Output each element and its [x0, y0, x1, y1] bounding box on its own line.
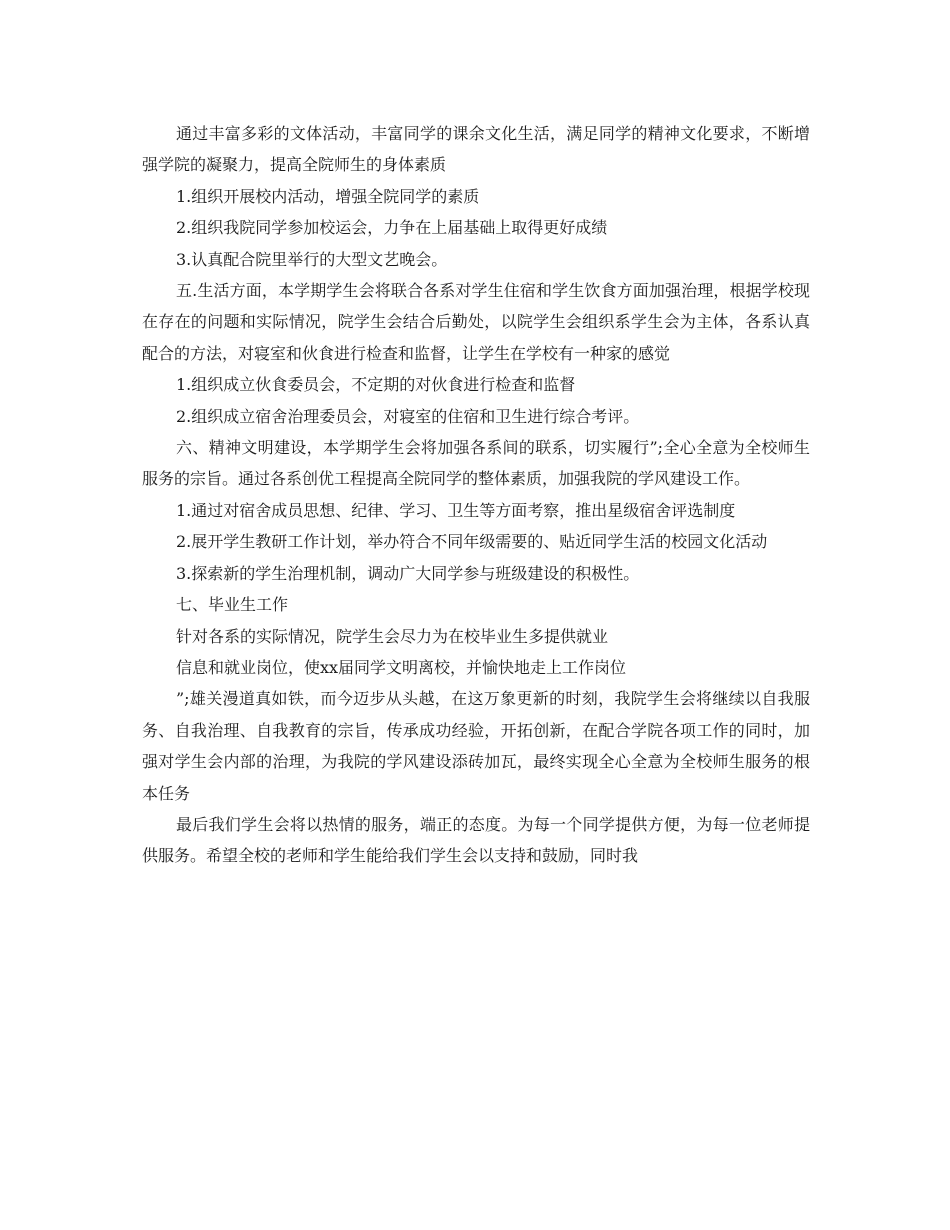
document-body: [142, 118, 810, 872]
list-item: 2.展开学生教研工作计划，举办符合不同年级需要的、贴近同学生活的校园文化活动: [176, 532, 768, 552]
paragraph: ”;雄关漫道真如铁，而今迈步从头越，在这万象更新的时刻，我院学生会将继续以自我服务、自我治理、自我教育的宗旨，传承成功经验，开拓创新，在配合学院各项工作的同时，加强对学生会内部的治理，为我院的学风建设添砖加瓦，最终实现全心全意为全校师生服务的根本任务: [142, 689, 810, 803]
list-item: 2.组织成立宿舍治理委员会，对寝室的住宿和卫生进行综合考评。: [176, 406, 640, 426]
section-paragraph-life: 五.生活方面，本学期学生会将联合各系对学生住宿和学生饮食方面加强治理，根据学校现在存在的问题和实际情况，院学生会结合后勤处，以院学生会组织系学生会为主体，各系认真配合的方法，对寝室和伙食进行检查和监督，让学生在学校有一种家的感觉: [142, 281, 810, 363]
paragraph: 针对各系的实际情况，院学生会尽力为在校毕业生多提供就业: [176, 626, 609, 646]
closing-paragraph: 最后我们学生会将以热情的服务，端正的态度。为每一个同学提供方便，为每一位老师提供服务。希望全校的老师和学生能给我们学生会以支持和鼓励，同时我: [142, 814, 810, 866]
list-item: 3.认真配合院里举行的大型文艺晚会。: [176, 249, 448, 269]
list-item: 3.探索新的学生治理机制，调动广大同学参与班级建设的积极性。: [176, 563, 640, 583]
paragraph: 通过丰富多彩的文体活动，丰富同学的课余文化生活，满足同学的精神文化要求，不断增强学院的凝聚力，提高全院师生的身体素质: [142, 124, 810, 175]
section-heading-graduates: 七、毕业生工作: [176, 595, 289, 615]
list-item: 2.组织我院同学参加校运会，力争在上届基础上取得更好成绩: [176, 218, 608, 238]
list-item: 1.组织开展校内活动，增强全院同学的素质: [176, 186, 480, 206]
list-item: 1.组织成立伙食委员会，不定期的对伙食进行检查和监督: [176, 375, 576, 395]
list-item: 1.通过对宿舍成员思想、纪律、学习、卫生等方面考察，推出星级宿舍评选制度: [176, 500, 736, 520]
section-paragraph-spiritual: 六、精神文明建设，本学期学生会将加强各系间的联系，切实履行”;全心全意为全校师生服务的宗旨。通过各系创优工程提高全院同学的整体素质，加强我院的学风建设工作。: [142, 438, 810, 489]
paragraph: 信息和就业岗位，使xx届同学文明离校，并愉快地走上工作岗位: [176, 657, 627, 677]
